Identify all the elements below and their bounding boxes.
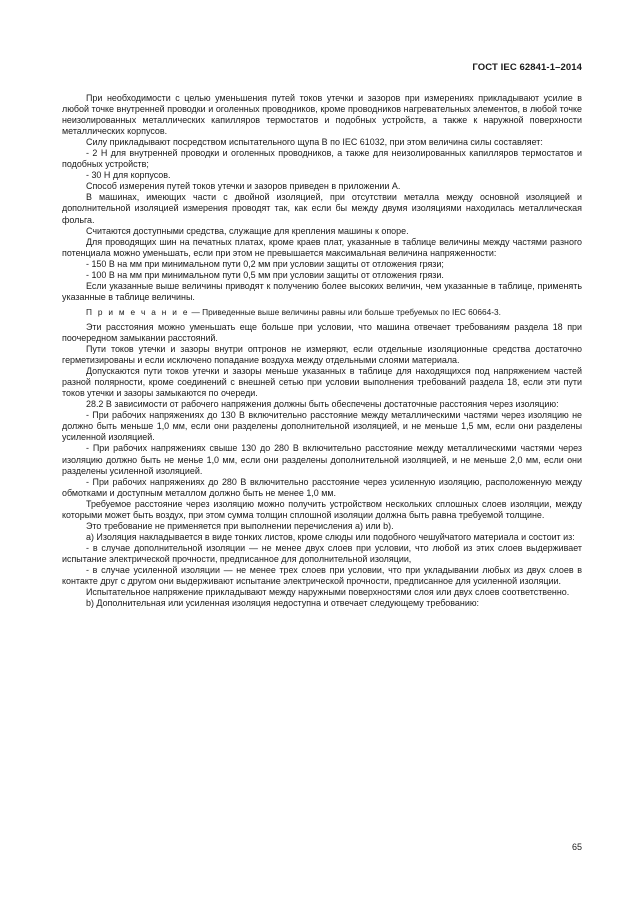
paragraph: Это требование не применяется при выполнении перечисления а) или b). <box>86 520 394 531</box>
paragraph: Пути токов утечки и зазоры внутри оптронов не измеряют, если отдельные изоляционные средства достаточно герметизированы и если исключено попадание воздуха между отдельными слоями материала. <box>62 344 582 366</box>
paragraph: В машинах, имеющих части с двойной изоляцией, при отсутствии металла между основной изоляцией и дополнительной изоляцией измерения проводят так, как если бы между двумя изоляциями находилась металлическая фольга. <box>62 192 582 225</box>
paragraph: Допускаются пути токов утечки и зазоры меньше указанных в таблице для находящихся под напряжением частей разной полярности, кроме соединений с внешней сетью при условии выполнения требований раздела 18, если эти пути токов утечки и зазоры замыкаются по очереди. <box>62 366 582 399</box>
paragraph: Испытательное напряжение прикладывают между наружными поверхностями слоя или двух слоев соответственно. <box>86 587 570 598</box>
list-item: - 2 Н для внутренней проводки и оголенных проводников, а также для неизолированных капилляров термостатов и подобных устройств; <box>62 148 582 170</box>
list-item: b) Дополнительная или усиленная изоляция недоступна и отвечает следующему требованию: <box>86 598 480 609</box>
note-label: П р и м е ч а н и е <box>86 306 190 317</box>
paragraph: Эти расстояния можно уменьшать еще больше при условии, что машина отвечает требованиям раздела 18 при поочередном замыкании расстояний. <box>62 321 582 343</box>
paragraph: Считаются доступными средства, служащие для крепления машины к опоре. <box>86 225 409 236</box>
list-item: - в случае усиленной изоляции — не менее трех слоев при условии, что при укладывании любых из двух слоев в контакте друг с другом они выдерживают испытание электрической прочности, предписанное для усиленной изоляции. <box>62 564 582 587</box>
paragraph: Силу прикладывают посредством испытательного щупа B по IEC 61032, при этом величина силы составляет: <box>86 137 543 148</box>
page-number: 65 <box>571 842 582 852</box>
list-item: - При рабочих напряжениях до 130 В включительно расстояние между металлическими частями через изоляцию не должно быть меньше 1,0 мм, если они разделены дополнительной изоляцией, и не меньше 1,5 мм, если они разделены усиленной изоляцией. <box>62 410 582 443</box>
list-item: - в случае дополнительной изоляции — не менее двух слоев при условии, что любой из этих слоев выдерживает испытание электрической прочности, предписанное для дополнительной изоляции, <box>62 542 582 564</box>
list-item: - При рабочих напряжениях свыше 130 до 280 В включительно расстояние между металлическими частями через изоляцию должно быть не менье 1,0 мм, если они разделены дополнительной изоляцией, и не меньше 2,0 мм, если они разделены усиленной изоляцией. <box>62 443 582 476</box>
list-item: - При рабочих напряжениях до 280 В включительно расстояние через усиленную изоляцию, расположенную между обмотками и доступным металлом должно быть не менее 1,0 мм. <box>62 476 582 498</box>
list-item: а) Изоляция накладывается в виде тонких листов, кроме слюды или подобного чешуйчатого материала и состоит из: <box>86 531 575 542</box>
list-item: - 30 Н для корпусов. <box>86 170 171 181</box>
paragraph: Требуемое расстояние через изоляцию можно получить устройством нескольких сплошных слоев изоляции, между которыми может быть воздух, при этом сумма толщин сплошной изоляции должна быть равна требуемой толщине. <box>62 498 582 520</box>
body-text <box>62 93 582 609</box>
paragraph: При необходимости с целью уменьшения путей токов утечки и зазоров при измерениях прикладывают усилие в любой точке внутренней проводки и оголенных проводников, кроме проводников нагревательных элементов, в любой точке неизолированных металлических капилляров термостатов и подобных устройств, а также к наружной поверхности металлических корпусов. <box>62 93 582 137</box>
list-item: - 100 В на мм при минимальном пути 0,5 мм при условии защиты от отложения грязи. <box>86 269 444 280</box>
paragraph: Способ измерения путей токов утечки и зазоров приведен в приложении А. <box>86 181 401 192</box>
note <box>62 307 582 318</box>
note-text: — Приведенные выше величины равны или больше требуемых по IEC 60664-3. <box>189 306 501 317</box>
paragraph: Если указанные выше величины приводят к получению более высоких величин, чем указанные в таблице, применять указанные в таблице величины. <box>62 280 582 302</box>
document-id-header: ГОСТ IEC 62841-1–2014 <box>472 62 582 73</box>
list-item: - 150 В на мм при минимальном пути 0,2 мм при условии защиты от отложения грязи; <box>86 258 444 269</box>
section-paragraph: 28.2 В зависимости от рабочего напряжения должны быть обеспечены достаточные расстояния через изоляцию: <box>86 399 559 410</box>
paragraph: Для проводящих шин на печатных платах, кроме краев плат, указанные в таблице величины между частями разного потенциала можно уменьшать, если при этом не превышается максимальная величина напряженности: <box>62 236 582 258</box>
